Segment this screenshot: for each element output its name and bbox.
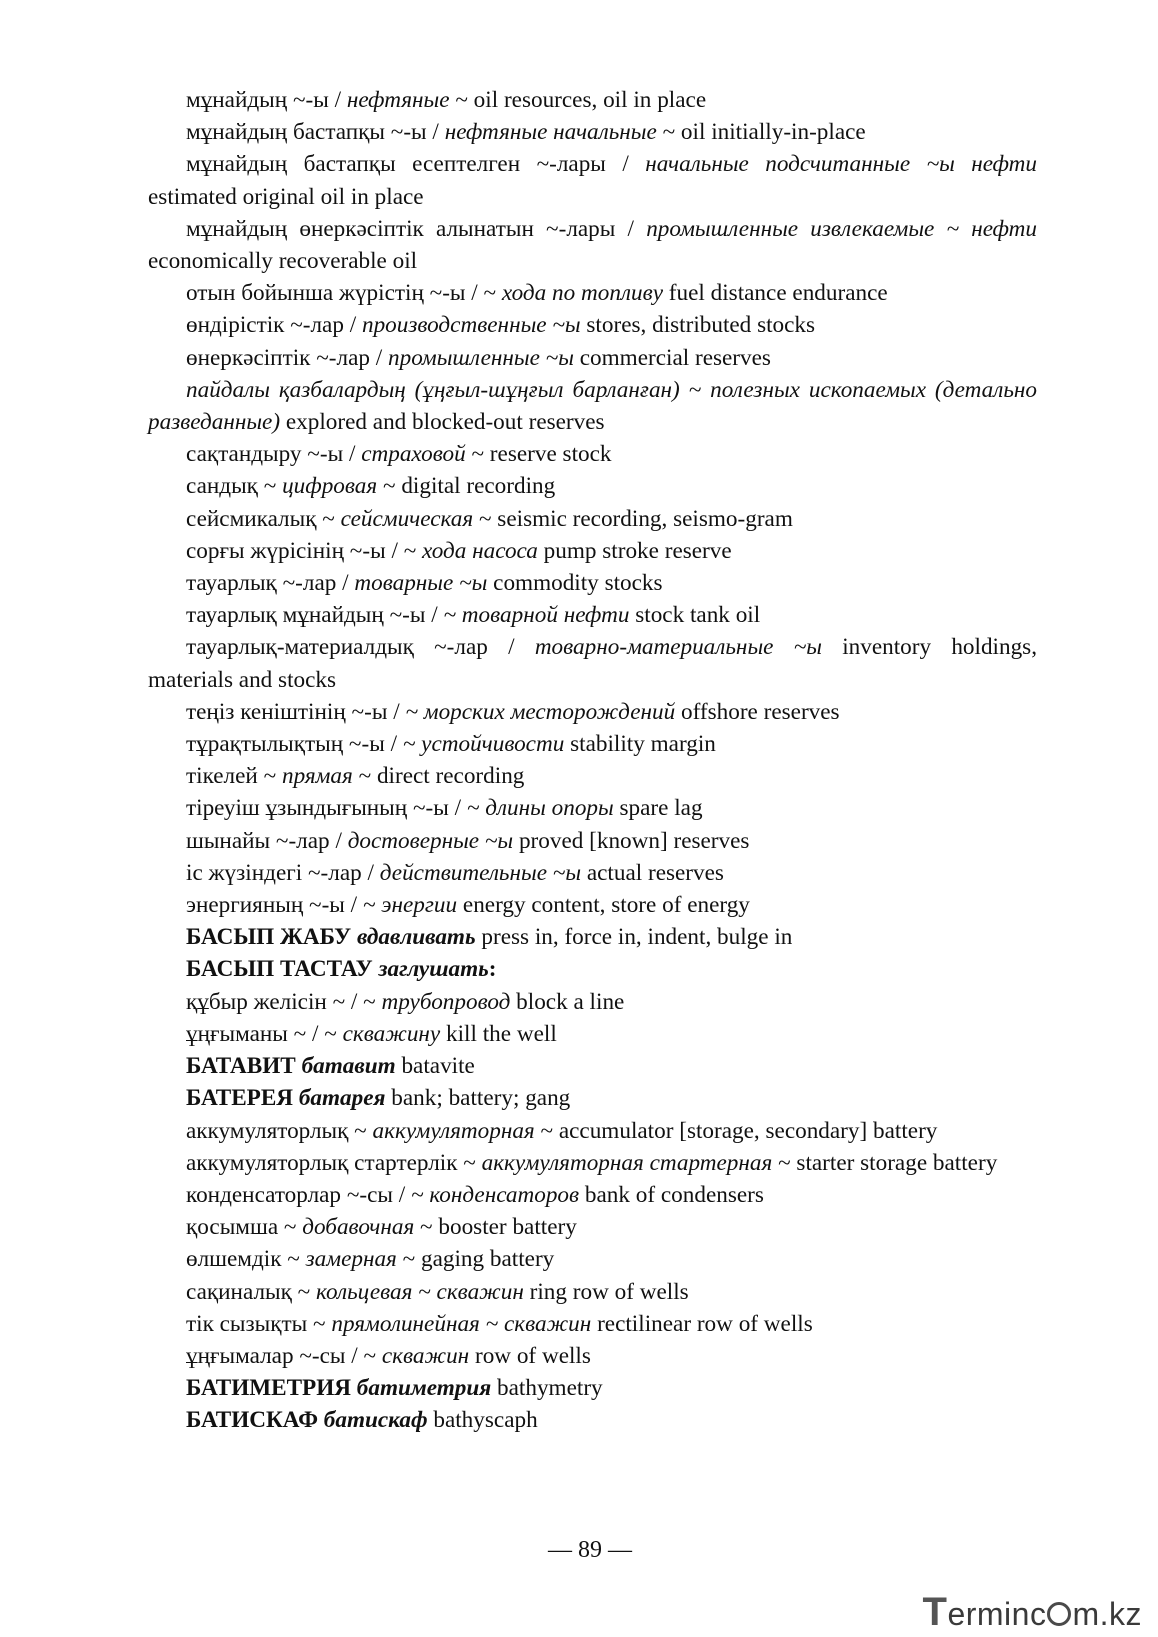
- entries-list: [148, 84, 1037, 1437]
- entry-segment: press in, force in, indent, bulge in: [475, 924, 793, 951]
- dictionary-entry: [148, 1404, 1037, 1436]
- entry-segment: добавочная: [302, 1214, 415, 1241]
- entry-segment: ~ direct recording: [352, 763, 525, 790]
- entry-segment: БАТЕРЕЯ: [186, 1085, 299, 1112]
- entry-segment: сейсмическая: [340, 505, 474, 532]
- watermark-middle: erminc: [947, 1596, 1047, 1632]
- entry-segment: товарные ~ы: [354, 570, 488, 597]
- dictionary-entry: [148, 889, 1037, 921]
- entry-segment: ~ oil initially-in-place: [656, 119, 866, 146]
- watermark-logo: [923, 1590, 1143, 1635]
- entry-segment: bathyscaph: [427, 1407, 538, 1434]
- entry-segment: хода насоса: [422, 537, 538, 564]
- entry-segment: ~ digital recording: [377, 473, 556, 500]
- entry-segment: :: [488, 956, 497, 983]
- entry-segment: ~ энергии: [362, 892, 458, 919]
- dictionary-entry: [148, 825, 1037, 857]
- entry-segment: ~ gaging battery: [396, 1246, 555, 1273]
- entry-segment: іс жүзіндегі ~-лар /: [186, 859, 380, 886]
- entry-segment: economically recoverable oil: [148, 248, 418, 275]
- entry-segment: мұнайдың бастапқы ~-ы /: [186, 119, 445, 146]
- entry-segment: тікелей ~: [186, 763, 282, 790]
- entry-segment: ~ starter storage battery: [772, 1149, 998, 1176]
- dictionary-entry: [148, 1308, 1037, 1340]
- entry-segment: кольцевая ~ скважин: [316, 1278, 524, 1305]
- entry-segment: батискаф: [323, 1407, 428, 1434]
- dictionary-entry: [148, 760, 1037, 792]
- entry-segment: сандық ~: [186, 473, 283, 500]
- entry-segment: тауарлық ~-лар /: [186, 570, 355, 597]
- dictionary-entry: [148, 599, 1037, 631]
- entry-segment: БАСЫП ЖАБУ: [186, 924, 357, 951]
- entry-segment: прямолинейная ~ скважин: [331, 1310, 592, 1337]
- dictionary-entry: [148, 986, 1037, 1018]
- entry-segment: ~ booster battery: [414, 1214, 577, 1241]
- entry-segment: commercial reserves: [573, 344, 771, 371]
- entry-segment: offshore reserves: [675, 698, 840, 725]
- dictionary-entry: [148, 438, 1037, 470]
- entry-segment: өндірістік ~-лар /: [186, 312, 362, 339]
- entry-segment: отын бойынша жүрістің ~-ы / ~: [186, 280, 502, 307]
- entry-segment: spare lag: [613, 795, 703, 822]
- entry-segment: explored and blocked-out reserves: [280, 409, 605, 436]
- entry-segment: БАТАВИТ: [186, 1053, 302, 1080]
- entry-segment: батиметрия: [356, 1375, 492, 1402]
- entry-segment: достоверные ~ы: [347, 827, 514, 854]
- entry-segment: аккумуляторлық стартерлік ~: [186, 1149, 482, 1176]
- dictionary-entry: [148, 213, 1037, 277]
- entry-segment: ~ конденсаторов: [411, 1181, 580, 1208]
- dictionary-entry: [148, 503, 1037, 535]
- dictionary-entry: [148, 1372, 1037, 1404]
- entry-segment: батавит: [301, 1053, 396, 1080]
- entry-segment: сорғы жүрісінің ~-ы / ~: [186, 537, 423, 564]
- dictionary-entry: [148, 116, 1037, 148]
- entry-segment: БАТИСКАФ: [186, 1407, 324, 1434]
- entry-segment: ring row of wells: [523, 1278, 689, 1305]
- dictionary-entry: [148, 535, 1037, 567]
- entry-segment: bathymetry: [491, 1375, 603, 1402]
- dictionary-entry: [148, 1115, 1037, 1147]
- entry-segment: ұңғымалар ~-сы / ~: [186, 1342, 382, 1369]
- entry-segment: inventory holdings, materials and stocks: [148, 634, 1038, 693]
- entry-segment: ~ seismic recording, seismo-gram: [473, 505, 793, 532]
- entry-segment: тік сызықты ~: [186, 1310, 332, 1337]
- entry-segment: өнеркәсіптік ~-лар /: [186, 344, 388, 371]
- entry-segment: bank of condensers: [579, 1181, 764, 1208]
- dictionary-entry: [148, 1340, 1037, 1372]
- entry-segment: құбыр желісін ~ / ~: [186, 988, 382, 1015]
- entry-segment: товарно-материальные ~ы: [534, 634, 822, 661]
- entry-segment: тауарлық мұнайдың ~-ы /: [186, 602, 444, 629]
- entry-segment: ~ морских месторождений: [405, 698, 676, 725]
- entry-segment: цифровая: [282, 473, 378, 500]
- dictionary-entry: [148, 470, 1037, 502]
- entry-segment: шынайы ~-лар /: [186, 827, 348, 854]
- entry-segment: stores, distributed stocks: [580, 312, 816, 339]
- entry-segment: производственные ~ы: [361, 312, 581, 339]
- entry-segment: прямая: [281, 763, 353, 790]
- dictionary-entry: [148, 953, 1037, 985]
- entry-segment: нефтяные начальные: [444, 119, 657, 146]
- entry-segment: row of wells: [469, 1342, 591, 1369]
- entry-segment: мұнайдың бастапқы есептелген ~-лары /: [186, 151, 646, 178]
- entry-segment: pump stroke reserve: [537, 537, 732, 564]
- entry-segment: аккумуляторная стартерная: [481, 1149, 773, 1176]
- entry-segment: тауарлық-материалдық ~-лар /: [186, 634, 535, 661]
- entry-segment: трубопровод: [381, 988, 511, 1015]
- entry-segment: промышленные ~ы: [388, 344, 574, 371]
- entry-segment: мұнайдың өнеркәсіптік алынатын ~-лары /: [186, 215, 647, 242]
- entry-segment: теңіз кеніштінің ~-ы /: [186, 698, 406, 725]
- watermark-circle-icon: [1047, 1602, 1071, 1626]
- entry-segment: actual reserves: [581, 859, 724, 886]
- page-number: — 89 —: [548, 1537, 632, 1563]
- dictionary-entry: [148, 277, 1037, 309]
- entry-segment: скважин: [381, 1342, 470, 1369]
- dictionary-entry: [148, 1211, 1037, 1243]
- dictionary-entry: [148, 1050, 1037, 1082]
- dictionary-entry: [148, 1082, 1037, 1114]
- entry-segment: өлшемдік ~: [186, 1246, 306, 1273]
- entry-segment: stock tank oil: [629, 602, 761, 629]
- entry-segment: энергияның ~-ы /: [186, 892, 363, 919]
- entry-segment: ~ accumulator [storage, secondary] battery: [534, 1117, 938, 1144]
- dictionary-entry: [148, 309, 1037, 341]
- dictionary-entry: [148, 342, 1037, 374]
- entry-segment: тіреуіш ұзындығының ~-ы /: [186, 795, 467, 822]
- dictionary-entry: [148, 1276, 1037, 1308]
- entry-segment: ~ reserve stock: [465, 441, 612, 468]
- entry-segment: тұрақтылықтың ~-ы /: [186, 731, 403, 758]
- entry-segment: сақиналық ~: [186, 1278, 316, 1305]
- entry-segment: сейсмикалық ~: [186, 505, 341, 532]
- entry-segment: хода по топливу: [501, 280, 663, 307]
- dictionary-entry: [148, 857, 1037, 889]
- entry-segment: конденсаторлар ~-сы /: [186, 1181, 411, 1208]
- entry-segment: ұңғыманы ~ / ~: [186, 1020, 343, 1047]
- dictionary-entry: [148, 374, 1037, 438]
- dictionary-entry: [148, 1243, 1037, 1275]
- dictionary-entry: [148, 696, 1037, 728]
- entry-segment: bank; battery; gang: [385, 1085, 571, 1112]
- entry-segment: ~ товарной нефти: [443, 602, 630, 629]
- dictionary-entry: [148, 1018, 1037, 1050]
- entry-segment: қосымша ~: [186, 1214, 303, 1241]
- entry-segment: БАСЫП ТАСТАУ: [186, 956, 379, 983]
- entry-segment: estimated original oil in place: [148, 183, 424, 210]
- dictionary-entry: [148, 921, 1037, 953]
- entry-segment: вдавливать: [356, 924, 476, 951]
- entry-segment: proved [known] reserves: [513, 827, 750, 854]
- entry-segment: нефтяные: [346, 87, 450, 113]
- entry-segment: commodity stocks: [487, 570, 663, 597]
- entry-segment: замерная: [305, 1246, 397, 1273]
- entry-segment: аккумуляторлық ~: [186, 1117, 373, 1144]
- dictionary-entry: [148, 728, 1037, 760]
- entry-segment: мұнайдың ~-ы /: [186, 87, 347, 113]
- entry-segment: скважину: [342, 1020, 441, 1047]
- entry-segment: ~ oil resources, oil in place: [449, 87, 707, 113]
- entry-segment: kill the well: [440, 1020, 557, 1047]
- entry-segment: аккумуляторная: [372, 1117, 535, 1144]
- entry-segment: действительные ~ы: [379, 859, 582, 886]
- entry-segment: БАТИМЕТРИЯ: [186, 1375, 357, 1402]
- dictionary-entry: [148, 1179, 1037, 1211]
- dictionary-entry: [148, 792, 1037, 824]
- dictionary-entry: [148, 148, 1037, 212]
- entry-segment: fuel distance endurance: [663, 280, 888, 307]
- entry-segment: batavite: [395, 1053, 475, 1080]
- entry-segment: начальные подсчитанные ~ы нефти: [645, 151, 1037, 178]
- entry-segment: energy content, store of energy: [457, 892, 750, 919]
- entry-segment: сақтандыру ~-ы /: [186, 441, 362, 468]
- entry-segment: stability margin: [564, 731, 716, 758]
- entry-segment: rectilinear row of wells: [591, 1310, 813, 1337]
- entry-segment: промышленные извлекаемые ~ нефти: [646, 215, 1037, 242]
- dictionary-entry: [148, 567, 1037, 599]
- entry-segment: ~ длины опоры: [466, 795, 614, 822]
- entry-segment: заглушать: [378, 956, 489, 983]
- entry-segment: батарея: [298, 1085, 386, 1112]
- entry-segment: пайдалы қазбалардың (ұңғыл-шұңғыл барланған) ~ полезных ископаемых (детально разведанные): [148, 376, 1037, 436]
- watermark-end: m.kz: [1072, 1596, 1142, 1632]
- entry-segment: ~ устойчивости: [402, 731, 565, 758]
- dictionary-entry: [148, 1147, 1037, 1179]
- watermark-first-letter: T: [922, 1590, 948, 1634]
- dictionary-entry: [148, 84, 1037, 116]
- entry-segment: страховой: [361, 441, 466, 468]
- entry-segment: block a line: [510, 988, 625, 1015]
- dictionary-entry: [148, 631, 1037, 695]
